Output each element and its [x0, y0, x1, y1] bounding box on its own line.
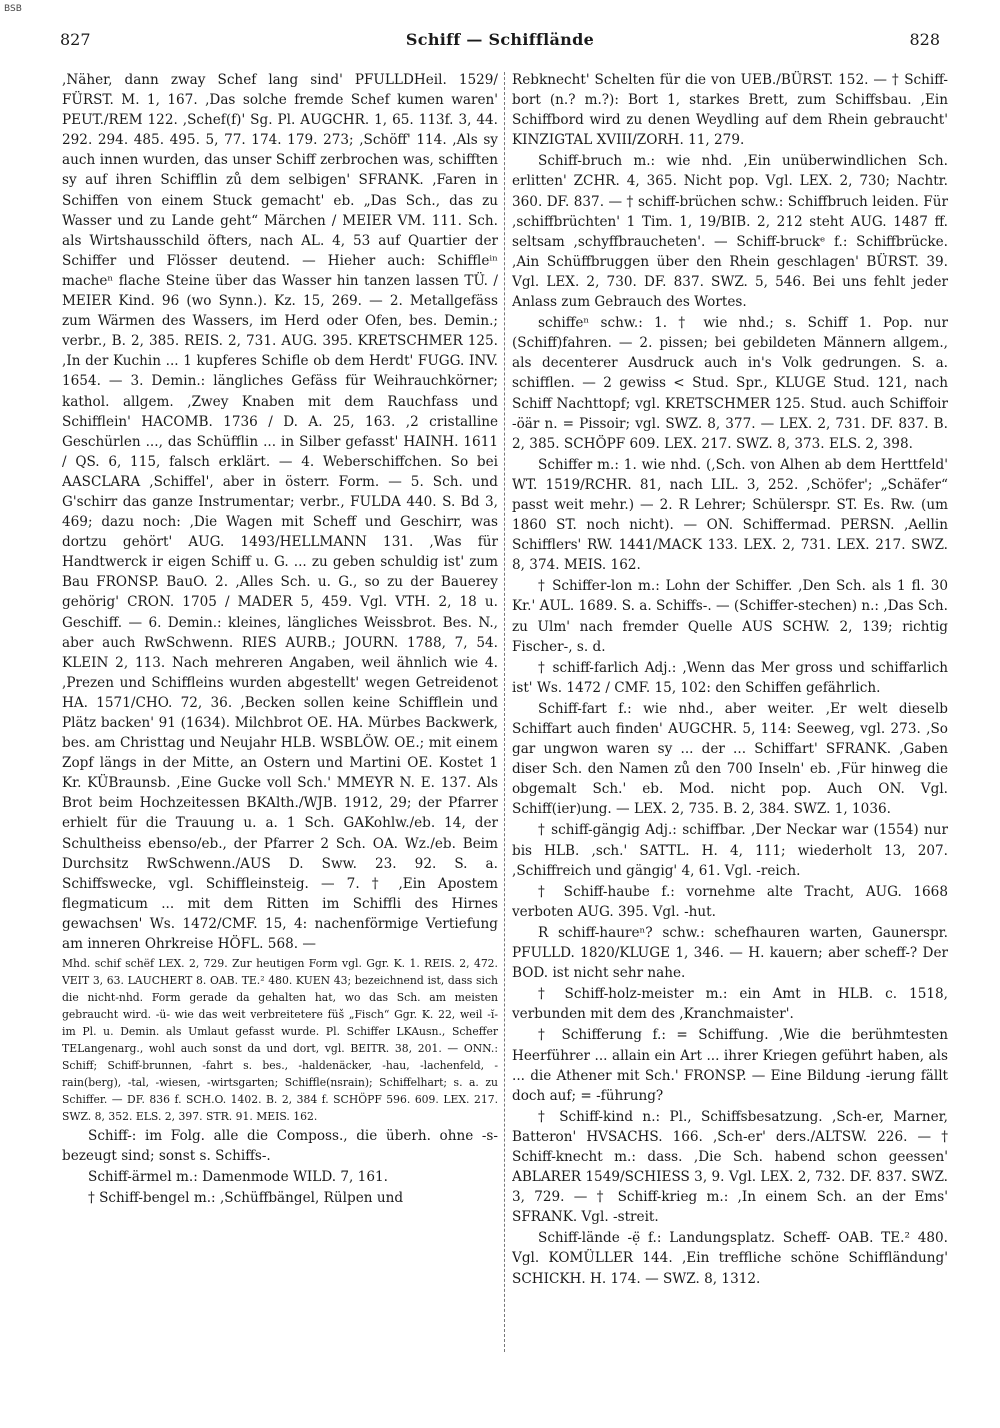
entry-paragraph: † Schiff-holz-meister m.: ein Amt in HLB. c. 1518, verbunden mit dem des ,Kranchmaister'.: [512, 986, 948, 1023]
library-stamp: BSB: [4, 4, 22, 14]
entry-paragraph: Schiff-fart f.: wie nhd., aber weiter. ,Er welt dieselb Schiffart auch finden' AUGCHR. 5, 114: Seeweg, vgl. 273. ,So gar ungwon waren sy ... der ... Schiffart' SFRANK. ,Gaben diser Sch. den Namen zů den 700 Inseln' eb. ,Für hinweg die obgemalt Sch.' eb. Mod. nicht pop. Auch ON. Vgl. Schiff(ier)ung. — LEX. 2, 735. B. 2, 384. SWZ. 1, 1036.: [512, 700, 948, 818]
entry-paragraph: † schiff-farlich Adj.: ,Wenn das Mer gross und schiffarlich ist' Ws. 1472 / CMF. 15, 102: den Schiffen gefährlich.: [512, 659, 948, 696]
entry-paragraph: schiffeⁿ schw.: 1. † wie nhd.; s. Schiff 1. Pop. nur (Schiff)fahren. — 2. pissen; bei gebildeten Männern allgem., als decenterer Ausdruck auch in's Volk gedrungen. S. a. schifflen. — 2 gewiss < Stud. Spr., KLUGE Stud. 121, nach Schiff Nachttopf; vgl. KRETSCHMER 125. Stud. auch Schiffoir -öär n. = Pissoir; vgl. SWZ. 8, 377. — LEX. 2, 731. DF. 837. B. 2, 385. SCHÖPF 609. LEX. 217. SWZ. 8, 373. ELS. 2, 398.: [512, 315, 948, 452]
etymology-note: Mhd. schif schëf LEX. 2, 729. Zur heutigen Form vgl. Ggr. K. 1. REIS. 2, 472. VEIT 3, 63. LAUCHERT 8. OAB. TE.² 480. KUEN 43; bezeichnend ist, dass sich die nicht-nhd. Form gerade da gehalten hat, wo das Sch. am meisten gebraucht wird. -ü- wie das weit verbreitetere füš „Fisch“ Ggr. K. 22, weil -ĭ- im Pl. u. Demin. als Umlaut gefasst wurde. Pl. Schiffer LKAusn., Scheffer TELangenarg., wohl auch sonst da und dort, vgl. BEITR. 38, 201. — ONN.: Schiff; Schiff-brunnen, -fahrt s. bes., -haldenäcker, -hau, -lachenfeld, -rain(berg), -tal, -wiesen, -wirtsgarten; Schiffle(nsrain); Schiffelhart; s. a. zu Schiffer. — DF. 836 f. SCH.O. 1402. B. 2, 384 f. SCHÖPF 596. 609. LEX. 217. SWZ. 8, 352. ELS. 2, 397. STR. 91. MEIS. 162.: [62, 957, 498, 1124]
column-divider: [504, 72, 505, 1352]
entry-paragraph: † schiff-gängig Adj.: schiffbar. ,Der Neckar war (1554) nur bis HLB. ,sch.' SATTL. H. 4, 111; wiederholt 13, 207. ,Schiffreich und gängig' 4, 61. Vgl. -reich.: [512, 822, 948, 879]
entry-paragraph: † Schiff-kind n.: Pl., Schiffsbesatzung. ,Sch-er, Marner, Batteron' HVSACHS. 166. ,Sch-er' ders./ALTSW. 226. — † Schiff-knecht m.: dass. ,Die Sch. habend schon geessen' ABLARER 1549/SCHIESS 3, 9. Vgl. LEX. 2, 732. DF. 837. SWZ. 3, 729. — † Schiff-krieg m.: ,In einem Sch. an der Ems' SFRANK. Vgl. -streit.: [512, 1108, 948, 1226]
entry-paragraph: † Schiff-bengel m.: ,Schüffbängel, Rülpen und: [88, 1190, 404, 1207]
entry-paragraph: † Schiff-haube f.: vornehme alte Tracht, AUG. 1668 verboten AUG. 395. Vgl. -hut.: [512, 883, 948, 920]
page-header: [60, 30, 940, 50]
entry-paragraph: † Schifferung f.: = Schiffung. ,Wie die berühmtesten Heerführer ... allain ein Art ... ihrer Kriegen geführt haben, als ... die Athener mit Sch.' FRONSP. — Eine Bildung -ierung fällt doch auf; = -führung?: [512, 1027, 948, 1104]
entry-paragraph: Schiff-lände -ẹ̈ f.: Landungsplatz. Scheff- OAB. TE.² 480. Vgl. KOMÜLLER 144. ,Ein treffliche schöne Schiffländung' SCHICKH. H. 174. — SWZ. 8, 1312.: [512, 1230, 948, 1287]
running-title: Schiff — Schifflände: [405, 30, 595, 49]
entry-paragraph: ,Näher, dann zway Schef lang sind' PFULLDHeil. 1529/ FÜRST. M. 1, 167. ,Das solche fremde Schef kumen waren' PEUT./REM 122. ,Schef(f)' Sg. Pl. AUGCHR. 1, 65. 113f. 3, 44. 292. 294. 485. 495. 5, 77. 174. 179. 273; ,Schöff' 114. ,Als sy auch innen wurden, das unser Schiff zerbrochen was, schifften sy auf ihren Schifflin zů dem selbigen' SFRANK. ,Faren in Schiffen von einem Stuck gemacht' eb. „Das Sch., das zu Wasser und zu Lande geht“ Märchen / MEIER VM. 111. Sch. als Wirtshausschild öfters, nach AL. 4, 53 auf Quartier der Schiffer und Flösser deutend. — Hieher auch: Schiffleⁱⁿ macheⁿ flache Steine über das Wasser hin tanzen lassen TÜ. / MEIER Kind. 96 (wo Synn.). Kz. 15, 269. — 2. Metallgefäss zum Wärmen des Wassers, im Herd oder Ofen, bes. Demin.; verbr., B. 2, 385. REIS. 2, 731. AUG. 395. KRETSCHMER 125. ,In der Kuchin ... 1 kupferes Schifle ob dem Herdt' FUGG. INV. 1654. — 3. Demin.: längliches Gefäss für Weihrauchkörner; kathol. allgem. ,Zwey Knaben mit dem Rauchfass und Schifflein' HACOMB. 1736 / D. A. 25, 163. ,2 cristalline Geschürlen ..., das Schüfflin ... in Silber gefasst' HAINH. 1611 / QS. 6, 115, falsch erklärt. — 4. Weberschiffchen. So bei AASCLARA ,Schiffel', aber in österr. Form. — 5. Sch. und G'schirr das ganze Instrumentar; verbr., FULDA 440. S. Bd 3, 469; dazu noch: ,Die Wagen mit Scheff und Geschirr, was dortzu gehört' AUG. 1493/HELLMANN 131. ,Was für Handtwerck ir eigen Schiff u. G. ... zu geben schuldig ist' zum Bau FRONSP. BauO. 2. ,Alles Sch. u. G., so zu der Bauerey gehörig' CRON. 1705 / MADER 5, 459. Vgl. VTH. 2, 18 u. Geschiff. — 6. Demin.: kleines, längliches Weissbrot. Bes. N., aber auch RwSchwenn. RIES AURB.; JOURN. 1788, 7, 54. KLEIN 2, 113. Nach mehreren Angaben, weil ähnlich wie 4. ,Prezen und Schiffleins wurden abgestellt' wegen Getreidenot HA. 1571/CHO. 72, 36. ,Becken sollen keine Schifflein und Plätz backen' 91 (1634). Milchbrot OE. HA. Mürbes Backwerk, bes. am Christtag und Neujahr HLB. WSBLÖW. OE.; mit einem Zopf längs in der Mitte, an Ostern und Martini OE. Kostet 1 Kr. KÜBraunsb. ,Eine Gucke voll Sch.' MMEYR N. E. 137. Als Brot beim Hochzeitessen BKAlth./WJB. 1912, 29; der Pfarrer erhielt für die Trauung u. a. 1 Sch. GAKohlw./eb. 14, der Schultheiss ebenso/eb., der Pfarrer 2 Sch. OA. Wz./eb. Beim Durchsitz RwSchwenn./AUS D. Sww. 23. 92. S. a. Schiffswecke, vgl. Schiffleinsteig. — 7. † ,Ein Apostem flegmaticum ... mit dem Ritten im Schiffli des Hirnes gewachsen' Ws. 1472/CMF. 15, 4: nachenförmige Vertiefung am inneren Ohrkreise HÖFL. 568. —: [62, 72, 498, 953]
entry-paragraph: R schiff-haureⁿ? schw.: schefhauren warten, Gaunerspr. PFULLD. 1820/KLUGE 1, 346. — H. kauern; aber scheff-? Der BOD. ist nicht sehr nahe.: [512, 924, 948, 982]
entry-paragraph: Schiff-bruch m.: wie nhd. ,Ein unüberwindlichen Sch. erlitten' ZCHR. 4, 365. Nicht pop. Vgl. LEX. 2, 730; Nachtr. 360. DF. 837. — † schiff-brüchen schw.: Schiffbruch leiden. Für ,schiffbrüchten' 1 Tim. 1, 19/BIB. 2, 212 steht AUG. 1487 ff. seltsam ,schyffbraucheten'. — Schiff-bruckᵉ f.: Schiffbrücke. ,Ain Schüffbruggen über den Rhein geschlagen' BÜRST. 39. Vgl. LEX. 2, 730. DF. 837. SWZ. 5, 546. Bei uns fehlt jeder Anlass zum Gebrauch des Wortes.: [512, 153, 948, 311]
entry-paragraph: † Schiffer-lon m.: Lohn der Schiffer. ,Den Sch. als 1 fl. 30 Kr.' AUL. 1689. S. a. Schiffs-. — (Schiffer-stechen) n.: ,Das Sch. zu Ulm' nach fremder Quelle AUS SCHW. 2, 139; richtig Fischer-, s. d.: [512, 578, 948, 655]
entry-paragraph: Schiff-: im Folg. alle die Composs., die überh. ohne -s- bezeugt sind; sonst s. Schiffs-.: [62, 1128, 498, 1165]
entry-paragraph: Rebknecht' Schelten für die von UEB./BÜRST. 152. — † Schiff-bort (n.? m.?): Bort 1, starkes Brett, zum Schiffsbau. ,Ein Schiffbord wird zu denen Weydling auf dem Rhein gebraucht' KINZIGTAL XVIII/ZORH. 11, 279.: [512, 72, 948, 149]
page-number-left: 827: [60, 30, 91, 49]
page-number-right: 828: [909, 30, 940, 49]
entry-paragraph: Schiffer m.: 1. wie nhd. (,Sch. von Alhen ab dem Herttfeld' WT. 1519/RCHR. 81, nach LIL. 3, 252. ,Schöfer'; „Schäfer“ passt weit mehr.) — 2. R Lehrer; Schülerspr. ST. Es. Rw. (um 1860 ST. noch nicht). — ON. Schiffermad. PERSN. ,Aellin Schifflers' RW. 1441/MACK 133. LEX. 2, 731. LEX. 217. SWZ. 8, 374. MEIS. 162.: [512, 456, 948, 574]
left-column: [62, 70, 498, 1410]
entry-paragraph: Schiff-ärmel m.: Damenmode WILD. 7, 161.: [88, 1169, 388, 1186]
right-column: [512, 70, 948, 1410]
